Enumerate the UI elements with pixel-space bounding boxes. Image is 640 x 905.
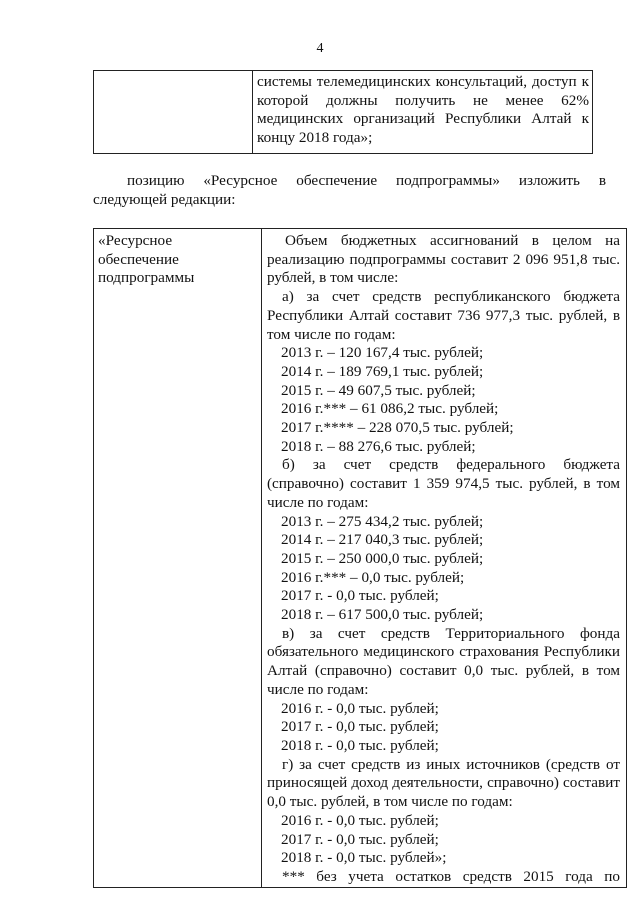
label-line-2: обеспечение xyxy=(98,250,179,268)
source-a-year: 2013 г. – 120 167,4 тыс. рублей; xyxy=(281,344,484,362)
footnote-line: *** без учета остатков средств 2015 года по xyxy=(282,867,620,885)
source-v-paragraph: в) за счет средств Территориального фонда обязательного медицинского страхования Республики Алтай (справочно) составит 0,0 тыс. рублей, в том числе по годам: xyxy=(267,624,620,698)
label-line-1: «Ресурсное xyxy=(98,232,173,249)
source-b-year: 2014 г. – 217 040,3 тыс. рублей; xyxy=(281,531,484,549)
intro-line-1: позицию «Ресурсное обеспечение подпрограммы» изложить в xyxy=(127,172,606,189)
source-g-year: 2016 г. - 0,0 тыс. рублей; xyxy=(281,811,439,829)
source-g-paragraph: г) за счет средств из иных источников (средств от приносящей доход деятельности, справочно) составит 0,0 тыс. рублей, в том числе по годам: xyxy=(267,755,620,811)
source-g-year: 2018 г. - 0,0 тыс. рублей»; xyxy=(281,849,447,867)
source-b-year: 2018 г. – 617 500,0 тыс. рублей; xyxy=(281,606,484,624)
label-cell xyxy=(94,229,262,888)
intro-paragraph xyxy=(93,171,606,209)
source-v-year: 2016 г. - 0,0 тыс. рублей; xyxy=(281,699,439,717)
total-paragraph: Объем бюджетных ассигнований в целом на реализацию подпрограммы составит 2 096 951,8 тыс. рублей, в том числе: xyxy=(267,232,620,287)
source-a-paragraph: а) за счет средств республиканского бюджета Республики Алтай составит 736 977,3 тыс. рублей, в том числе по годам: xyxy=(267,288,620,343)
intro-line-2: следующей редакции: xyxy=(93,191,236,208)
source-b-year: 2015 г. – 250 000,0 тыс. рублей; xyxy=(281,549,484,567)
value-cell xyxy=(262,229,627,888)
source-b-year: 2017 г. - 0,0 тыс. рублей; xyxy=(281,587,439,605)
label-line-3: подпрограммы xyxy=(98,269,195,287)
source-b-paragraph: б) за счет средств федерального бюджета (справочно) составит 1 359 974,5 тыс. рублей, в том числе по годам: xyxy=(267,456,620,511)
source-b-year: 2013 г. – 275 434,2 тыс. рублей; xyxy=(281,512,484,530)
top-cell-text: системы телемедицинских консультаций, доступ к которой должны получить не менее 62% медицинских организаций Республики Алтай к концу 2018 года»; xyxy=(257,73,589,146)
source-b-year: 2016 г.*** – 0,0 тыс. рублей; xyxy=(281,568,465,586)
source-a-year: 2016 г.*** – 61 086,2 тыс. рублей; xyxy=(281,400,499,418)
continuation-table xyxy=(93,70,593,154)
content-cell xyxy=(253,71,593,154)
source-a-year: 2018 г. – 88 276,6 тыс. рублей; xyxy=(281,437,476,455)
empty-label-cell xyxy=(94,71,253,154)
source-v-year: 2017 г. - 0,0 тыс. рублей; xyxy=(281,718,439,736)
source-v-year: 2018 г. - 0,0 тыс. рублей; xyxy=(281,736,439,754)
source-g-year: 2017 г. - 0,0 тыс. рублей; xyxy=(281,830,439,848)
page-number: 4 xyxy=(316,41,324,56)
resource-table xyxy=(93,228,627,888)
source-a-year: 2014 г. – 189 769,1 тыс. рублей; xyxy=(281,362,484,380)
source-a-year: 2015 г. – 49 607,5 тыс. рублей; xyxy=(281,381,476,399)
source-a-year: 2017 г.**** – 228 070,5 тыс. рублей; xyxy=(281,419,514,437)
